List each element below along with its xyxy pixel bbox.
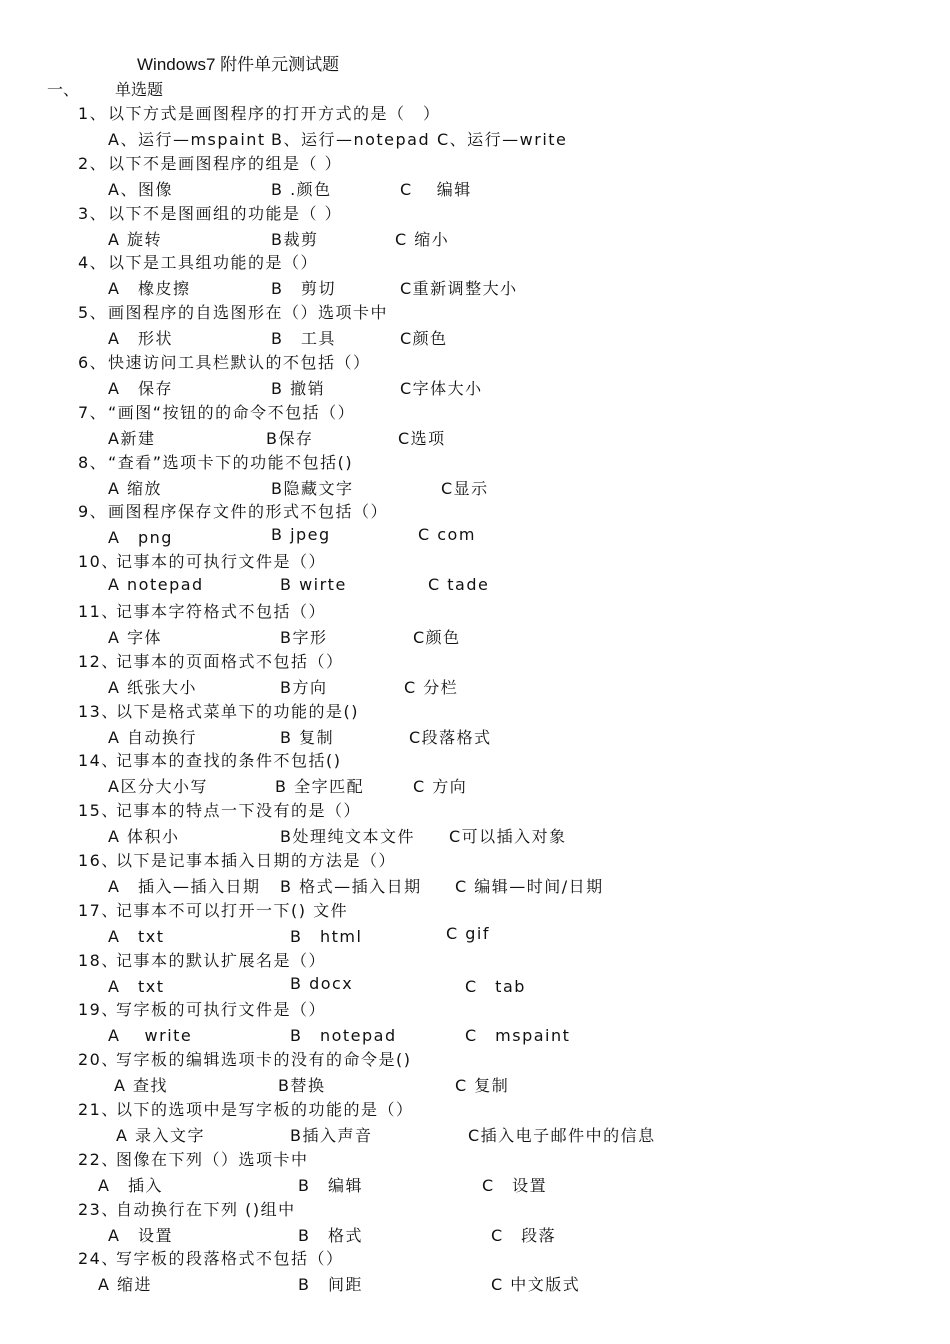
option-b: B方向 <box>280 677 328 697</box>
options-row <box>0 824 700 846</box>
option-a: A 字体 <box>108 628 163 647</box>
question-14 <box>78 748 342 771</box>
options-row <box>0 1173 700 1195</box>
option-c: C com <box>418 525 476 545</box>
option-c: C 分栏 <box>404 677 459 697</box>
question-text: 以下不是画图程序的组是（ ） <box>108 153 343 173</box>
option-a: A、运行—mspaint <box>108 130 266 149</box>
question-5 <box>78 300 388 323</box>
question-text: 图像在下列（）选项卡中 <box>116 1149 309 1169</box>
question-number: 9、 <box>78 502 108 522</box>
option-c: C 缩小 <box>395 229 450 249</box>
question-text: 记事本不可以打开一下() 文件 <box>116 900 349 920</box>
question-text: 以下是记事本插入日期的方法是（） <box>116 851 397 870</box>
options-row <box>0 326 700 348</box>
question-number: 1、 <box>78 104 108 123</box>
option-a: A 体积小 <box>108 827 180 847</box>
question-number: 10、 <box>78 552 119 572</box>
option-b: B隐藏文字 <box>271 478 354 498</box>
option-b: B字形 <box>280 628 328 647</box>
option-b: B notepad <box>290 1026 397 1046</box>
question-number: 12、 <box>78 651 119 671</box>
option-c: C 编辑 <box>400 179 472 199</box>
options-row <box>0 774 700 796</box>
options-row <box>0 1023 700 1045</box>
question-text: 画图程序的自选图形在（）选项卡中 <box>108 303 389 323</box>
options-row <box>0 874 700 896</box>
question-19 <box>78 997 326 1020</box>
option-b: B wirte <box>280 575 347 595</box>
option-b: B 撤销 <box>271 379 326 398</box>
option-b: B 间距 <box>298 1275 363 1295</box>
question-text: 以下方式是画图程序的打开方式的是（ ） <box>108 104 441 123</box>
question-number: 23、 <box>78 1199 119 1219</box>
section-label: 单选题 <box>115 80 164 99</box>
option-a: A write <box>108 1026 193 1046</box>
option-a: A 插入—插入日期 <box>108 877 261 896</box>
option-b: B 剪切 <box>271 279 336 299</box>
option-c: C、运行—write <box>437 130 568 149</box>
question-number: 15、 <box>78 801 119 821</box>
option-c: C 设置 <box>482 1175 548 1195</box>
option-c: C重新调整大小 <box>400 279 518 299</box>
option-a: A 设置 <box>108 1225 173 1245</box>
option-a: A 自动换行 <box>108 727 198 747</box>
option-b: B docx <box>290 973 354 993</box>
option-c: C gif <box>446 923 490 943</box>
option-a: A 缩进 <box>98 1275 153 1295</box>
option-c: C 段落 <box>491 1225 557 1245</box>
option-c: C tade <box>428 575 490 595</box>
option-c: C tab <box>465 976 526 996</box>
question-number: 24、 <box>78 1249 119 1269</box>
question-number: 17、 <box>78 900 119 920</box>
question-22 <box>78 1147 309 1170</box>
option-a: A 纸张大小 <box>108 677 198 697</box>
option-b: B 全字匹配 <box>275 777 365 797</box>
question-text: 记事本的页面格式不包括（） <box>116 651 344 671</box>
option-c: C字体大小 <box>400 379 483 398</box>
option-a: A 录入文字 <box>116 1126 206 1145</box>
question-text: 画图程序保存文件的形式不包括（） <box>108 502 389 522</box>
option-a: A txt <box>108 976 165 996</box>
options-row <box>0 1123 700 1145</box>
question-24 <box>78 1246 344 1269</box>
option-c: C选项 <box>398 428 446 448</box>
page-title: Windows7 附件单元测试题 <box>137 55 340 74</box>
options-row <box>0 675 700 697</box>
question-text: 自动换行在下列 ()组中 <box>116 1199 296 1219</box>
option-a: A、图像 <box>108 179 173 199</box>
option-a: A 插入 <box>98 1175 163 1195</box>
option-a: A 形状 <box>108 329 173 349</box>
question-number: 22、 <box>78 1149 119 1169</box>
question-number: 20、 <box>78 1050 119 1070</box>
options-row <box>0 924 700 946</box>
options-row <box>0 525 700 547</box>
options-row <box>0 1272 700 1294</box>
question-text: 记事本的特点一下没有的是（） <box>116 801 362 821</box>
option-a: A notepad <box>108 575 204 595</box>
option-c: C颜色 <box>400 329 448 349</box>
option-b: B 复制 <box>280 727 335 747</box>
question-number: 18、 <box>78 950 119 970</box>
question-8 <box>78 450 353 473</box>
options-row <box>0 227 700 249</box>
option-a: A txt <box>108 926 165 946</box>
question-23 <box>78 1197 296 1220</box>
question-text: 以下是格式菜单下的功能的是() <box>116 701 359 721</box>
question-12 <box>78 649 344 672</box>
question-number: 3、 <box>78 203 108 223</box>
option-c: C mspaint <box>465 1026 571 1046</box>
option-a: A png <box>108 528 173 548</box>
question-number: 21、 <box>78 1100 119 1119</box>
option-b: B 格式 <box>298 1225 363 1245</box>
question-21 <box>78 1097 414 1120</box>
options-row <box>0 426 700 448</box>
question-18 <box>78 948 326 971</box>
option-b: B 格式—插入日期 <box>280 877 422 896</box>
option-a: A 保存 <box>108 379 173 398</box>
option-c: C 编辑—时间/日期 <box>455 877 604 896</box>
question-text: 以下不是图画组的功能是（ ） <box>108 203 343 223</box>
question-4 <box>78 250 318 273</box>
question-number: 5、 <box>78 303 108 323</box>
question-text: 以下是工具组功能的是（） <box>108 253 319 273</box>
option-c: C插入电子邮件中的信息 <box>468 1126 656 1145</box>
question-text: 快速访问工具栏默认的不包括（） <box>108 353 371 372</box>
question-13 <box>78 699 359 722</box>
options-row <box>0 575 700 597</box>
option-a: A新建 <box>108 428 156 448</box>
options-row <box>0 1223 700 1245</box>
question-text: 以下的选项中是写字板的功能的是（） <box>116 1100 414 1119</box>
question-11 <box>78 599 326 622</box>
option-c: C段落格式 <box>409 727 492 747</box>
question-2 <box>78 151 342 174</box>
question-number: 2、 <box>78 153 108 173</box>
question-text: 写字板的段落格式不包括（） <box>116 1249 344 1269</box>
option-c: C可以插入对象 <box>449 827 567 847</box>
option-c: C显示 <box>441 478 489 498</box>
option-b: B替换 <box>278 1076 326 1096</box>
option-a: A 查找 <box>114 1076 169 1096</box>
question-3 <box>78 201 342 224</box>
question-10 <box>78 549 326 572</box>
question-text: 记事本的查找的条件不包括() <box>116 751 342 771</box>
question-number: 6、 <box>78 353 108 372</box>
question-number: 14、 <box>78 751 119 771</box>
option-c: C 中文版式 <box>491 1275 581 1295</box>
section-heading <box>47 77 164 100</box>
option-b: B html <box>290 926 363 946</box>
question-6 <box>78 350 371 373</box>
question-text: 写字板的编辑选项卡的没有的命令是() <box>116 1050 412 1070</box>
question-15 <box>78 798 361 821</box>
question-text: “画图“按钮的的命令不包括（） <box>108 402 356 422</box>
question-20 <box>78 1047 412 1070</box>
option-a: A 旋转 <box>108 229 163 249</box>
question-number: 8、 <box>78 452 108 472</box>
question-17 <box>78 898 348 921</box>
option-b: B 编辑 <box>298 1175 363 1195</box>
options-row <box>0 127 700 149</box>
option-b: B 工具 <box>271 329 336 349</box>
section-number: 一、 <box>47 80 80 99</box>
options-row <box>0 476 700 498</box>
option-b: B jpeg <box>271 525 331 545</box>
question-number: 7、 <box>78 402 108 422</box>
question-number: 4、 <box>78 253 108 273</box>
question-text: “查看”选项卡下的功能不包括() <box>108 452 354 472</box>
question-16 <box>78 848 396 871</box>
option-c: C 复制 <box>455 1076 510 1096</box>
options-row <box>0 276 700 298</box>
option-b: B .颜色 <box>271 179 332 199</box>
options-row <box>0 1073 700 1095</box>
option-b: B裁剪 <box>271 229 319 249</box>
question-7 <box>78 400 355 423</box>
question-number: 16、 <box>78 851 119 870</box>
option-b: B保存 <box>266 428 314 448</box>
question-number: 11、 <box>78 602 119 621</box>
question-number: 13、 <box>78 701 119 721</box>
options-row <box>0 974 700 996</box>
question-text: 记事本的可执行文件是（） <box>116 552 327 572</box>
options-row <box>0 725 700 747</box>
question-text: 写字板的可执行文件是（） <box>116 1000 327 1020</box>
question-text: 记事本的默认扩展名是（） <box>116 950 327 970</box>
options-row <box>0 177 700 199</box>
option-a: A 橡皮擦 <box>108 279 191 299</box>
question-number: 19、 <box>78 1000 119 1020</box>
question-1 <box>78 101 441 124</box>
question-9 <box>78 499 388 522</box>
option-b: B、运行—notepad <box>271 130 431 149</box>
options-row <box>0 376 700 398</box>
option-b: B插入声音 <box>290 1126 373 1145</box>
option-a: A区分大小写 <box>108 777 208 797</box>
options-row <box>0 625 700 647</box>
option-b: B处理纯文本文件 <box>280 827 415 847</box>
question-text: 记事本字符格式不包括（） <box>116 602 327 621</box>
option-a: A 缩放 <box>108 478 163 498</box>
option-c: C颜色 <box>413 628 461 647</box>
option-c: C 方向 <box>413 777 468 797</box>
